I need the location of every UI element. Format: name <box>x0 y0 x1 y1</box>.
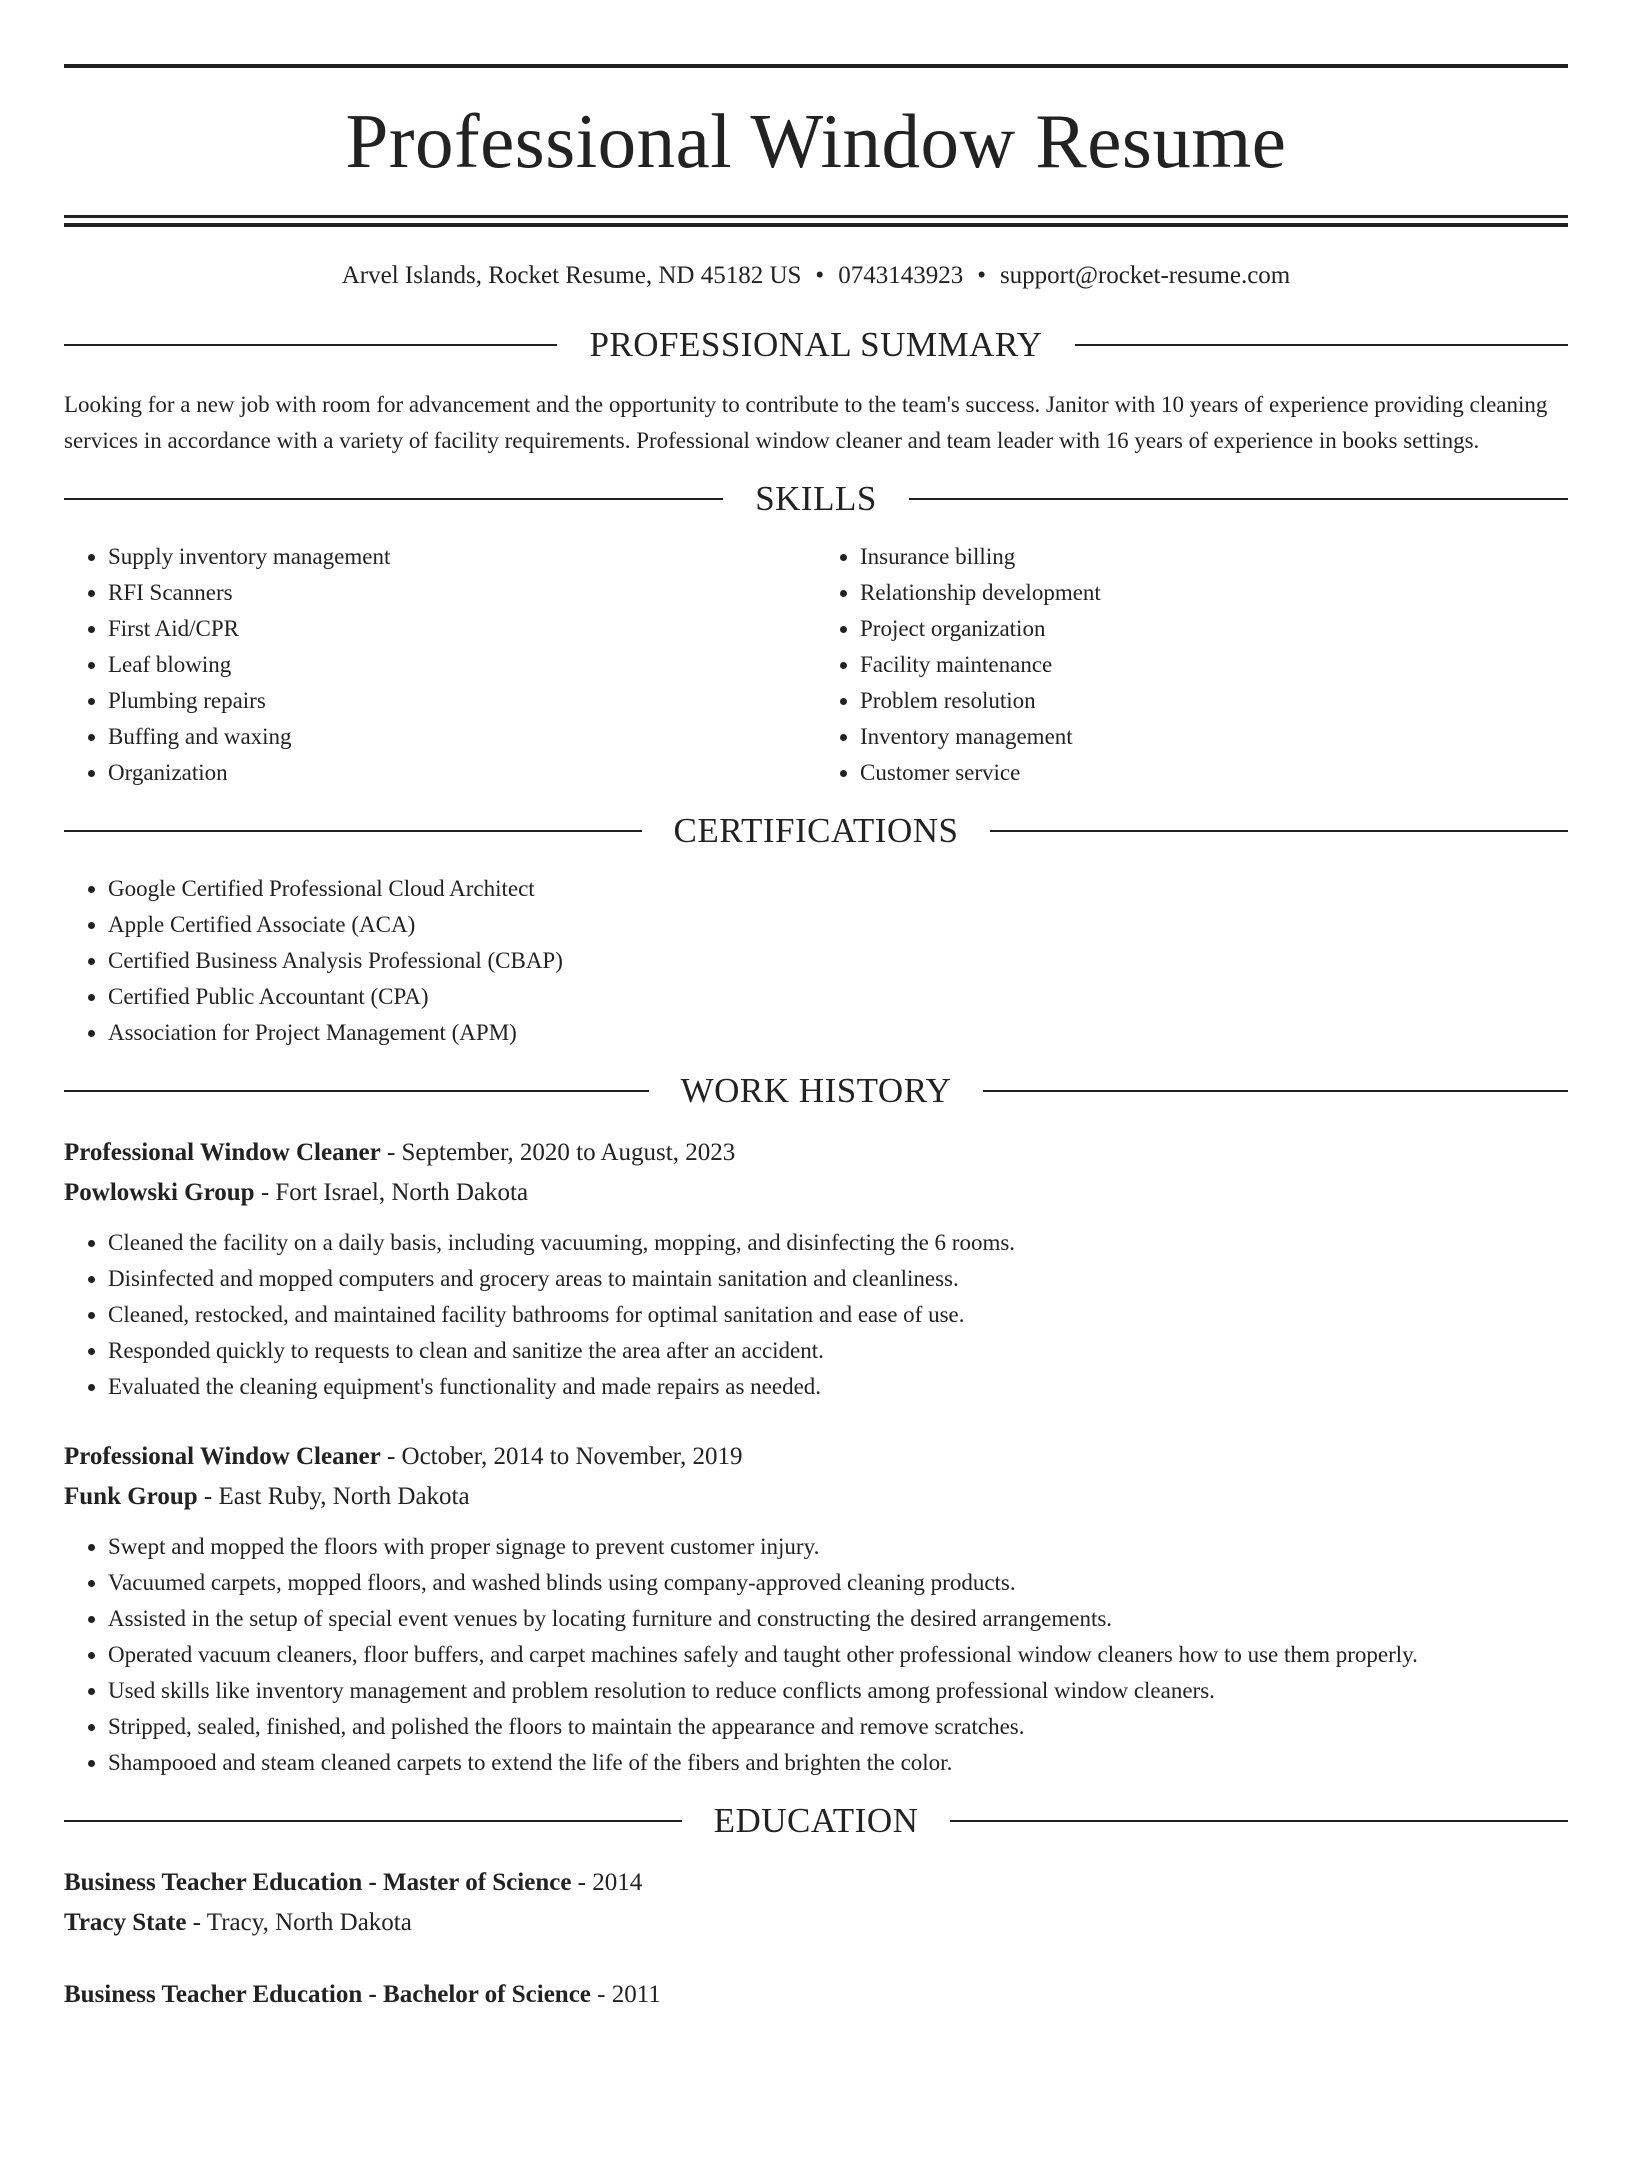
heading-rule <box>1075 344 1568 346</box>
certification-item: • Apple Certified Associate (ACA) <box>108 907 1568 943</box>
certification-item: • Association for Project Management (APM) <box>108 1015 1568 1051</box>
education-degree-line <box>64 1975 1568 2015</box>
job-duties-list <box>64 1529 1568 1781</box>
certifications-heading: CERTIFICATIONS <box>673 811 959 850</box>
job-duty-item: • Cleaned the facility on a daily basis, including vacuuming, mopping, and disinfecting the 6 rooms. <box>108 1225 1568 1261</box>
skill-item: • Buffing and waxing <box>108 719 816 755</box>
heading-rule <box>64 1090 649 1092</box>
contact-line <box>64 261 1568 291</box>
education-school-line <box>64 1903 1568 1943</box>
skill-item: • Insurance billing <box>860 539 1568 575</box>
job-duty-item: • Shampooed and steam cleaned carpets to extend the life of the fibers and brighten the color. <box>108 1745 1568 1781</box>
contact-address: Arvel Islands, Rocket Resume, ND 45182 US <box>341 262 802 289</box>
skill-item: • RFI Scanners <box>108 575 816 611</box>
education-degree: Business Teacher Education - Master of Science <box>64 1869 572 1896</box>
education-entry <box>64 1863 1568 1943</box>
job-duty-item: • Swept and mopped the floors with proper signage to prevent customer injury. <box>108 1529 1568 1565</box>
heading-rule <box>64 830 642 832</box>
heading-rule <box>983 1090 1568 1092</box>
skills-list-left <box>64 539 816 791</box>
job-duty-item: • Assisted in the setup of special event venues by locating furniture and constructing the desired arrangements. <box>108 1601 1568 1637</box>
heading-rule <box>64 1820 682 1822</box>
top-rule <box>64 64 1568 68</box>
skills-list-right <box>816 539 1568 791</box>
summary-heading-row <box>64 325 1568 365</box>
job-entry <box>64 1437 1568 1781</box>
skills-heading: SKILLS <box>755 479 877 518</box>
job-title-line <box>64 1437 1568 1477</box>
job-duty-item: • Evaluated the cleaning equipment's functionality and made repairs as needed. <box>108 1369 1568 1405</box>
job-location: - East Ruby, North Dakota <box>203 1483 470 1510</box>
job-entry <box>64 1133 1568 1405</box>
job-location: - Fort Israel, North Dakota <box>260 1179 529 1206</box>
title-double-rule <box>64 215 1568 227</box>
work-heading-row <box>64 1071 1568 1111</box>
resume-title: Professional Window Resume <box>345 98 1287 184</box>
certifications-heading-row <box>64 811 1568 851</box>
job-company: Powlowski Group <box>64 1179 255 1206</box>
certification-item: • Certified Public Accountant (CPA) <box>108 979 1568 1015</box>
skills-columns <box>64 539 1568 791</box>
skill-item: • Organization <box>108 755 816 791</box>
skills-heading-row <box>64 479 1568 519</box>
education-location: - Tracy, North Dakota <box>192 1909 412 1936</box>
skill-item: • Project organization <box>860 611 1568 647</box>
contact-separator: • <box>815 262 825 289</box>
job-title: Professional Window Cleaner <box>64 1443 381 1470</box>
education-entry <box>64 1975 1568 2015</box>
job-duty-item: • Disinfected and mopped computers and grocery areas to maintain sanitation and cleanliness. <box>108 1261 1568 1297</box>
job-duty-item: • Stripped, sealed, finished, and polished the floors to maintain the appearance and remove scratches. <box>108 1709 1568 1745</box>
job-title-line <box>64 1133 1568 1173</box>
education-heading: EDUCATION <box>713 1801 919 1840</box>
education-degree: Business Teacher Education - Bachelor of Science <box>64 1981 591 2008</box>
contact-phone[interactable]: 0743143923 <box>838 262 964 289</box>
job-company-line <box>64 1173 1568 1213</box>
education-year: - 2014 <box>577 1869 643 1896</box>
job-duty-item: • Used skills like inventory management and problem resolution to reduce conflicts among professional window cleaners. <box>108 1673 1568 1709</box>
job-duty-item: • Cleaned, restocked, and maintained facility bathrooms for optimal sanitation and ease of use. <box>108 1297 1568 1333</box>
skill-item: • Supply inventory management <box>108 539 816 575</box>
heading-rule <box>909 498 1568 500</box>
job-title: Professional Window Cleaner <box>64 1139 381 1166</box>
job-dates: - September, 2020 to August, 2023 <box>386 1139 736 1166</box>
education-degree-line <box>64 1863 1568 1903</box>
summary-heading: PROFESSIONAL SUMMARY <box>589 325 1043 364</box>
job-dates: - October, 2014 to November, 2019 <box>386 1443 743 1470</box>
job-company-line <box>64 1477 1568 1517</box>
contact-separator: • <box>977 262 986 289</box>
certifications-list <box>64 871 1568 1051</box>
skill-item: • Facility maintenance <box>860 647 1568 683</box>
job-duties-list <box>64 1225 1568 1405</box>
skill-item: • First Aid/CPR <box>108 611 816 647</box>
education-heading-row <box>64 1801 1568 1841</box>
skill-item: • Inventory management <box>860 719 1568 755</box>
education-school: Tracy State <box>64 1909 187 1936</box>
summary-text: Looking for a new job with room for advancement and the opportunity to contribute to the team's success. Janitor with 10 years of experience providing cleaning services in accordance with a variety of facility requirements. Professional window cleaner and team leader with 16 years of experience in books settings. <box>64 392 1548 453</box>
skill-item: • Leaf blowing <box>108 647 816 683</box>
skill-item: • Plumbing repairs <box>108 683 816 719</box>
contact-email[interactable]: support@rocket-resume.com <box>999 262 1291 289</box>
heading-rule <box>64 344 557 346</box>
skill-item: • Relationship development <box>860 575 1568 611</box>
work-heading: WORK HISTORY <box>680 1071 952 1110</box>
certification-item: • Google Certified Professional Cloud Architect <box>108 871 1568 907</box>
resume-page <box>64 64 1568 2015</box>
heading-rule <box>64 498 723 500</box>
job-duty-item: • Operated vacuum cleaners, floor buffers, and carpet machines safely and taught other professional window cleaners how to use them properly. <box>108 1637 1568 1673</box>
heading-rule <box>950 1820 1568 1822</box>
job-duty-item: • Vacuumed carpets, mopped floors, and washed blinds using company-approved cleaning products. <box>108 1565 1568 1601</box>
job-company: Funk Group <box>64 1483 198 1510</box>
certification-item: • Certified Business Analysis Professional (CBAP) <box>108 943 1568 979</box>
skill-item: • Problem resolution <box>860 683 1568 719</box>
heading-rule <box>990 830 1568 832</box>
job-duty-item: • Responded quickly to requests to clean and sanitize the area after an accident. <box>108 1333 1568 1369</box>
education-year: - 2011 <box>597 1981 661 2008</box>
skill-item: • Customer service <box>860 755 1568 791</box>
